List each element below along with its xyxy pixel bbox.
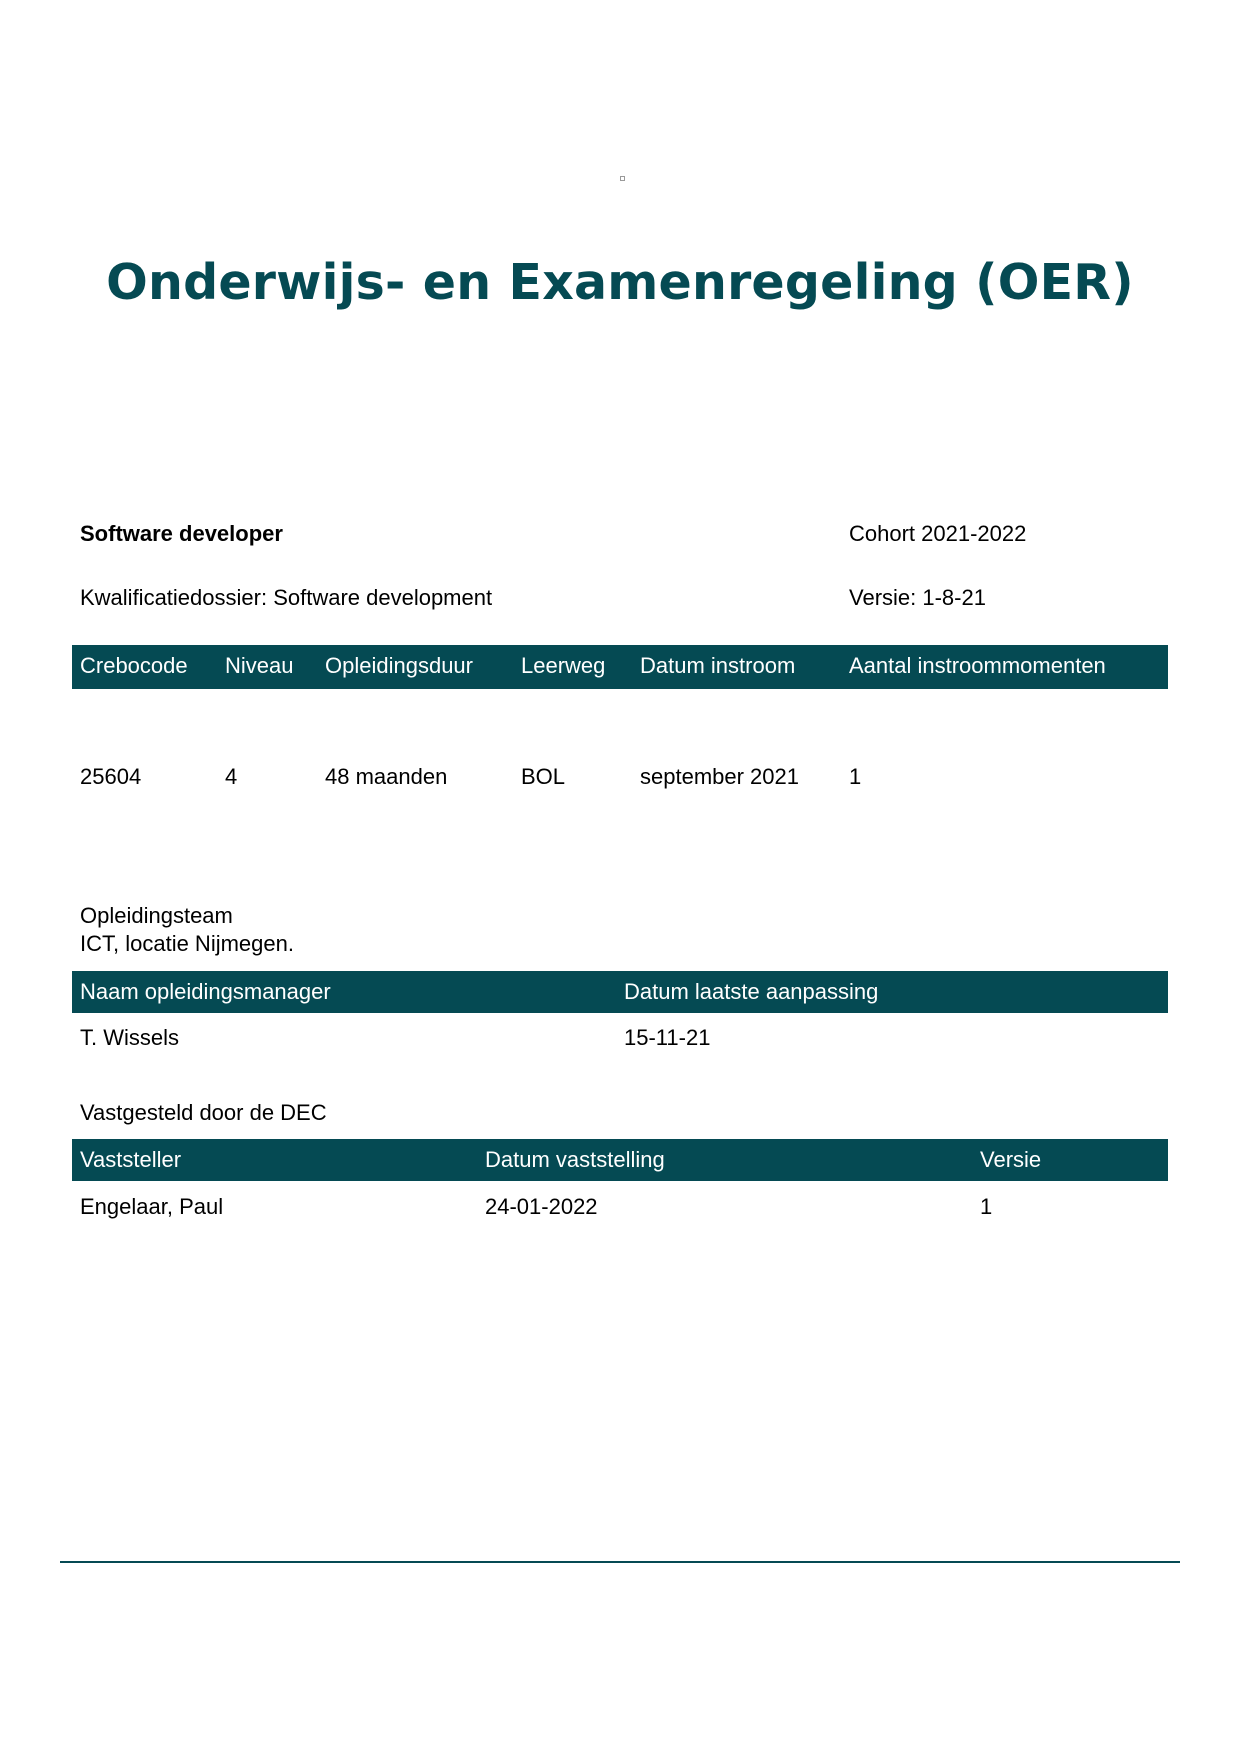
program-name: Software developer bbox=[80, 521, 283, 546]
header-vaststeller: Vaststeller bbox=[80, 1147, 182, 1172]
cohort-label: Cohort 2021-2022 bbox=[849, 521, 1027, 546]
cell-last-modified: 15-11-21 bbox=[624, 1025, 711, 1050]
header-datum-laatste-aanpassing: Datum laatste aanpassing bbox=[624, 979, 879, 1004]
cell-opleidingsduur: 48 maanden bbox=[325, 764, 448, 789]
document-title: Onderwijs- en Examenregeling (OER) bbox=[106, 254, 1134, 311]
team-label: Opleidingsteam bbox=[80, 903, 233, 928]
program-table-header bbox=[72, 645, 1168, 689]
team-location: ICT, locatie Nijmegen. bbox=[80, 931, 294, 956]
header-leerweg: Leerweg bbox=[521, 653, 606, 678]
cell-datum-vaststelling: 24-01-2022 bbox=[485, 1194, 598, 1219]
cell-aantal-instroommomenten: 1 bbox=[849, 764, 862, 789]
header-datum-instroom: Datum instroom bbox=[640, 653, 796, 678]
header-opleidingsduur: Opleidingsduur bbox=[325, 653, 473, 678]
cell-datum-instroom: september 2021 bbox=[640, 764, 799, 789]
cell-versie: 1 bbox=[980, 1194, 993, 1219]
manager-table-header bbox=[72, 971, 1168, 1013]
header-datum-vaststelling: Datum vaststelling bbox=[485, 1147, 665, 1172]
header-versie: Versie bbox=[980, 1147, 1042, 1172]
dec-label: Vastgesteld door de DEC bbox=[80, 1100, 327, 1125]
cell-manager-name: T. Wissels bbox=[80, 1025, 179, 1050]
qualification-dossier: Kwalificatiedossier: Software development bbox=[80, 585, 493, 610]
header-opleidingsmanager: Naam opleidingsmanager bbox=[80, 979, 331, 1004]
cell-vaststeller: Engelaar, Paul bbox=[80, 1194, 224, 1219]
cell-niveau: 4 bbox=[225, 764, 238, 789]
dec-table-header bbox=[72, 1139, 1168, 1181]
placeholder-square-icon bbox=[620, 176, 625, 181]
header-niveau: Niveau bbox=[225, 653, 294, 678]
cell-crebocode: 25604 bbox=[80, 764, 142, 789]
header-crebocode: Crebocode bbox=[80, 653, 188, 678]
footer-divider bbox=[60, 1561, 1180, 1563]
version-label: Versie: 1-8-21 bbox=[849, 585, 986, 610]
cell-leerweg: BOL bbox=[521, 764, 566, 789]
header-aantal-instroommomenten: Aantal instroommomenten bbox=[849, 653, 1106, 678]
